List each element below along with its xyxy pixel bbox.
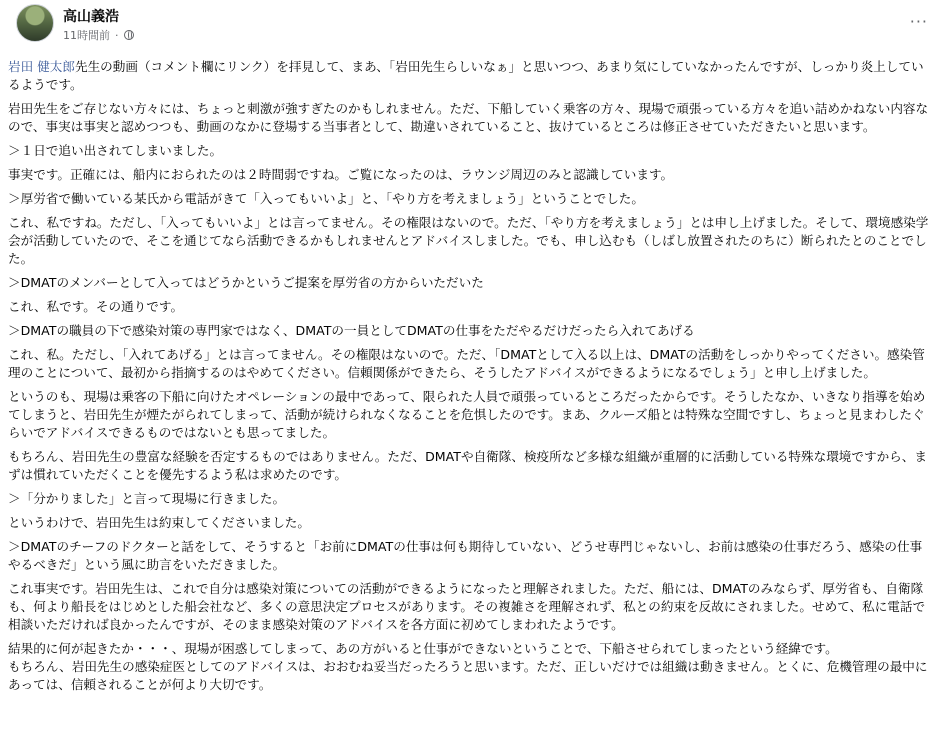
post-paragraph: これ、私。ただし、「入れてあげる」とは言ってません。その権限はないので。ただ、「DMATとして入る以上は、DMATの活動をしっかりやってください。感染管理のことについて、最初から指摘するのはやめてください。信頼関係ができたら、そうしたアドバイスができるようになるでしょう」と申し上げました。 [8,347,925,380]
post-paragraph: 岩田先生をご存じない方々には、ちょっと刺激が強すぎたのかもしれません。ただ、下船していく乗客の方々、現場で頑張っている方々を追い詰めかねない内容なので、事実は事実と認めつつも、動画のなかに登場する当事者として、勘違いされていること、抜けているところは修正させていただきたいと思います。 [8,101,929,134]
post-paragraph: これ事実です。岩田先生は、これで自分は感染対策についての活動ができるようになったと理解されました。ただ、船には、DMATのみならず、厚労省も、自衛隊も、何より船長をはじめとした船会社など、多くの意思決定プロセスがあります。その複雑さを理解されず、私との約束を反故にされました。せめて、私に電話で相談いただければ良かったんですが、そのまま感染対策のアドバイスを各方面に初めてしまわれたようです。 [8,581,926,632]
post-paragraph: 事実です。正確には、船内におられたのは２時間弱ですね。ご覧になったのは、ラウンジ周辺のみと認識しています。 [8,167,674,182]
author-avatar[interactable] [16,4,54,42]
post-paragraph: ＞「分かりました」と言って現場に行きました。 [8,491,286,506]
post-paragraph: これ、私です。その通りです。 [8,299,184,314]
post-paragraph: もちろん、岩田先生の感染症医としてのアドバイスは、おおむね妥当だったろうと思います。ただ、正しいだけでは組織は動きません。とくに、危機管理の最中にあっては、信頼されることが何より大切です。 [8,659,928,692]
post-paragraph: ＞DMATのチーフのドクターと話をして、そうすると「お前にDMATの仕事は何も期待していない、どうせ専門じゃないし、お前は感染の仕事だろう、感染の仕事やるべきだ」という風に助言をいただきました。 [8,539,923,572]
mention-link[interactable]: 岩田 健太郎 [8,59,75,74]
post-paragraph: 結果的に何が起きたか・・・、現場が困惑してしまって、あの方がいると仕事ができないということで、下船させられてしまったという経緯です。 [8,641,838,656]
post-timestamp[interactable]: 11時間前 [63,29,110,42]
post-paragraph: もちろん、岩田先生の豊富な経験を否定するものではありません。ただ、DMATや自衛隊、検疫所など多様な組織が重層的に活動している特殊な環境ですから、まずは慣れていただくことを優先するよう私は求めたのです。 [8,449,927,482]
post-paragraph: ＞DMATのメンバーとして入ってはどうかというご提案を厚労省の方からいただいた [8,275,484,290]
post-meta: 11時間前 · [63,27,134,43]
post-paragraph-intro [8,58,934,94]
globe-icon[interactable] [124,30,134,40]
post-paragraph: これ、私ですね。ただし、「入ってもいいよ」とは言ってません。その権限はないので。ただ、「やり方を考えましょう」とは申し上げました。そして、環境感染学会が活動していたので、そこを通じてなら活動できるかもしれませんとアドバイスしました。でも、申し込むも（しばし放置されたのちに）断られたとのことでした。 [8,215,929,266]
author-name[interactable]: 高山義浩 [63,9,119,25]
post-paragraph: ＞DMATの職員の下で感染対策の専門家ではなく、DMATの一員としてDMATの仕事をただやるだけだったら入れてあげる [8,323,695,338]
post-paragraph: ＞厚労省で働いている某氏から電話がきて「入ってもいいよ」と、「やり方を考えましょう」ということでした。 [8,191,644,206]
post-header [8,0,936,44]
intro-text: 先生の動画（コメント欄にリンク）を拝見して、まあ、「岩田先生らしいなぁ」と思いつつ、あまり気にしていなかったんですが、しっかり炎上しているようです。 [8,59,924,92]
post-paragraph: というのも、現場は乗客の下船に向けたオペレーションの最中であって、限られた人員で頑張っているところだったからです。そうしたなか、いきなり指導を始めてしまうと、岩田先生が煙たがられてしまって、活動が続けられなくなることを危惧したのです。まあ、クルーズ船とは特殊な空間ですし、ちょっと見まわしたぐらいでアドバイスできるものではないとも思ってました。 [8,389,926,440]
more-options-button[interactable]: ··· [909,12,928,31]
post-paragraph: というわけで、岩田先生は約束してくださいました。 [8,515,310,530]
post-paragraph: ＞１日で追い出されてしまいました。 [8,143,223,158]
post-body [8,58,934,694]
